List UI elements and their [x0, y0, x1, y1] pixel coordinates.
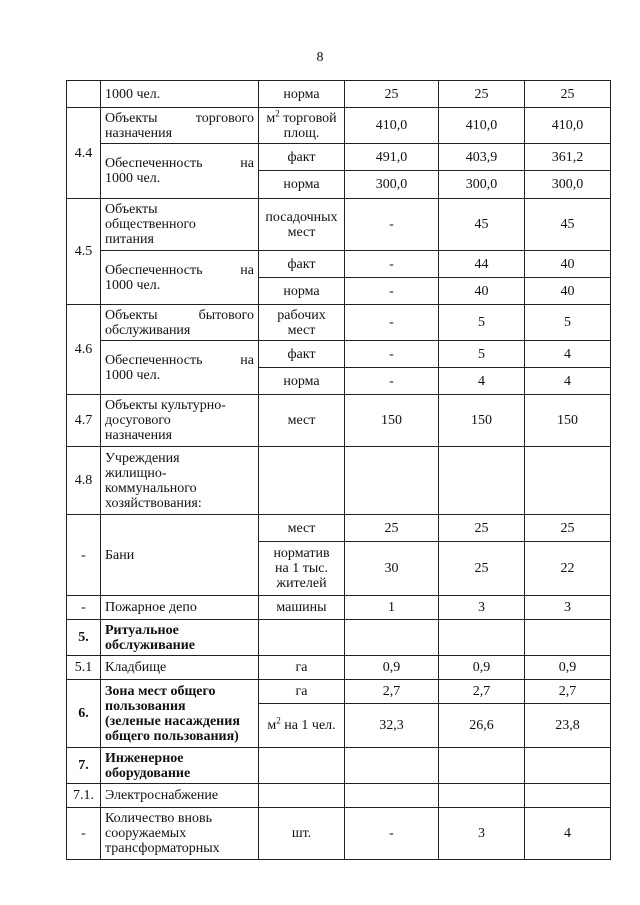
value-2: 44	[439, 251, 525, 278]
table-row	[67, 447, 611, 515]
row-number: 5.	[67, 620, 101, 656]
row-name: Количество вновь сооружаемых трансформаторных	[101, 808, 259, 860]
value-3: 45	[525, 199, 611, 251]
row-name: Объекты общественного питания	[101, 199, 259, 251]
value-1: -	[345, 368, 439, 395]
value-3: 150	[525, 395, 611, 447]
row-name: Обеспеченность на 1000 чел.	[101, 144, 259, 199]
row-unit: машины	[259, 596, 345, 620]
value-1: 2,7	[345, 680, 439, 704]
table-row	[67, 620, 611, 656]
value-1: 1	[345, 596, 439, 620]
value-3: 410,0	[525, 108, 611, 144]
row-name: Ритуальное обслуживание	[101, 620, 259, 656]
page-number: 8	[316, 50, 324, 65]
table-row	[67, 808, 611, 860]
table-row	[67, 341, 611, 368]
row-number: 7.	[67, 748, 101, 784]
value-2: 45	[439, 199, 525, 251]
row-unit: $м^2$ торговой площ.	[259, 108, 345, 144]
row-unit: норма	[259, 81, 345, 108]
value-1: 25	[345, 515, 439, 542]
row-unit: га	[259, 680, 345, 704]
table-row	[67, 251, 611, 278]
row-unit: норма	[259, 368, 345, 395]
value-3: 361,2	[525, 144, 611, 171]
row-unit: норма	[259, 171, 345, 199]
value-3: 0,9	[525, 656, 611, 680]
value-3: 25	[525, 81, 611, 108]
value-2: 2,7	[439, 680, 525, 704]
value-3: 5	[525, 305, 611, 341]
value-1: 30	[345, 542, 439, 596]
row-name: Зона мест общего пользования (зеленые насаждения общего пользования)	[101, 680, 259, 748]
row-unit: факт	[259, 341, 345, 368]
value-2: 5	[439, 341, 525, 368]
value-1: 150	[345, 395, 439, 447]
table-row	[67, 395, 611, 447]
value-3: 4	[525, 368, 611, 395]
row-unit: га	[259, 656, 345, 680]
row-number: 4.6	[67, 305, 101, 395]
row-name: Объекты торгового назначения	[101, 108, 259, 144]
row-unit: мест	[259, 395, 345, 447]
row-name: Инженерное оборудование	[101, 748, 259, 784]
value-2: 5	[439, 305, 525, 341]
value-3: 23,8	[525, 704, 611, 748]
value-2: 300,0	[439, 171, 525, 199]
row-unit: $м^2$ на 1 чел.	[259, 704, 345, 748]
row-number	[67, 81, 101, 108]
value-3: 25	[525, 515, 611, 542]
table-row	[67, 656, 611, 680]
value-2: 4	[439, 368, 525, 395]
value-3: 40	[525, 278, 611, 305]
table-row	[67, 199, 611, 251]
row-unit: факт	[259, 251, 345, 278]
row-name: Обеспеченность на 1000 чел.	[101, 251, 259, 305]
row-unit: шт.	[259, 808, 345, 860]
value-1: -	[345, 278, 439, 305]
table-row	[67, 680, 611, 704]
value-2: 150	[439, 395, 525, 447]
row-number: -	[67, 808, 101, 860]
row-number: 4.7	[67, 395, 101, 447]
row-name: Обеспеченность на 1000 чел.	[101, 341, 259, 395]
row-unit: норма	[259, 278, 345, 305]
data-table	[66, 80, 611, 860]
value-1: -	[345, 199, 439, 251]
table-row	[67, 748, 611, 784]
value-1: -	[345, 251, 439, 278]
value-2: 26,6	[439, 704, 525, 748]
value-1: 25	[345, 81, 439, 108]
value-3: 2,7	[525, 680, 611, 704]
value-3: 3	[525, 596, 611, 620]
value-2: 25	[439, 81, 525, 108]
table-row	[67, 144, 611, 171]
table-row	[67, 784, 611, 808]
value-2: 410,0	[439, 108, 525, 144]
value-1: -	[345, 341, 439, 368]
table-row	[67, 515, 611, 542]
row-number: 4.8	[67, 447, 101, 515]
value-3: 40	[525, 251, 611, 278]
row-name: 1000 чел.	[101, 81, 259, 108]
row-name: Объекты культурно- досугового назначения	[101, 395, 259, 447]
row-name: Учреждения жилищно- коммунального хозяйствования:	[101, 447, 259, 515]
value-2: 40	[439, 278, 525, 305]
row-unit: посадочных мест	[259, 199, 345, 251]
row-unit: факт	[259, 144, 345, 171]
value-2: 403,9	[439, 144, 525, 171]
value-3: 4	[525, 808, 611, 860]
value-3: 4	[525, 341, 611, 368]
value-1: 32,3	[345, 704, 439, 748]
value-3: 22	[525, 542, 611, 596]
row-unit: норматив на 1 тыс. жителей	[259, 542, 345, 596]
row-number: 4.4	[67, 108, 101, 199]
row-number: 6.	[67, 680, 101, 748]
row-unit: рабочих мест	[259, 305, 345, 341]
value-1: 300,0	[345, 171, 439, 199]
row-number: -	[67, 596, 101, 620]
row-number: 5.1	[67, 656, 101, 680]
row-name: Кладбище	[101, 656, 259, 680]
value-2: 25	[439, 515, 525, 542]
table-row	[67, 108, 611, 144]
value-2: 3	[439, 596, 525, 620]
value-1: 0,9	[345, 656, 439, 680]
row-name: Объекты бытового обслуживания	[101, 305, 259, 341]
value-1: -	[345, 808, 439, 860]
value-1: 491,0	[345, 144, 439, 171]
value-1: -	[345, 305, 439, 341]
value-2: 3	[439, 808, 525, 860]
table-row	[67, 305, 611, 341]
value-2: 25	[439, 542, 525, 596]
row-number: 4.5	[67, 199, 101, 305]
row-number: -	[67, 515, 101, 596]
row-number: 7.1.	[67, 784, 101, 808]
value-3: 300,0	[525, 171, 611, 199]
value-1: 410,0	[345, 108, 439, 144]
row-name: Электроснабжение	[101, 784, 259, 808]
row-name: Бани	[101, 515, 259, 596]
row-name: Пожарное депо	[101, 596, 259, 620]
value-2: 0,9	[439, 656, 525, 680]
table-row	[67, 81, 611, 108]
table-row	[67, 596, 611, 620]
row-unit: мест	[259, 515, 345, 542]
